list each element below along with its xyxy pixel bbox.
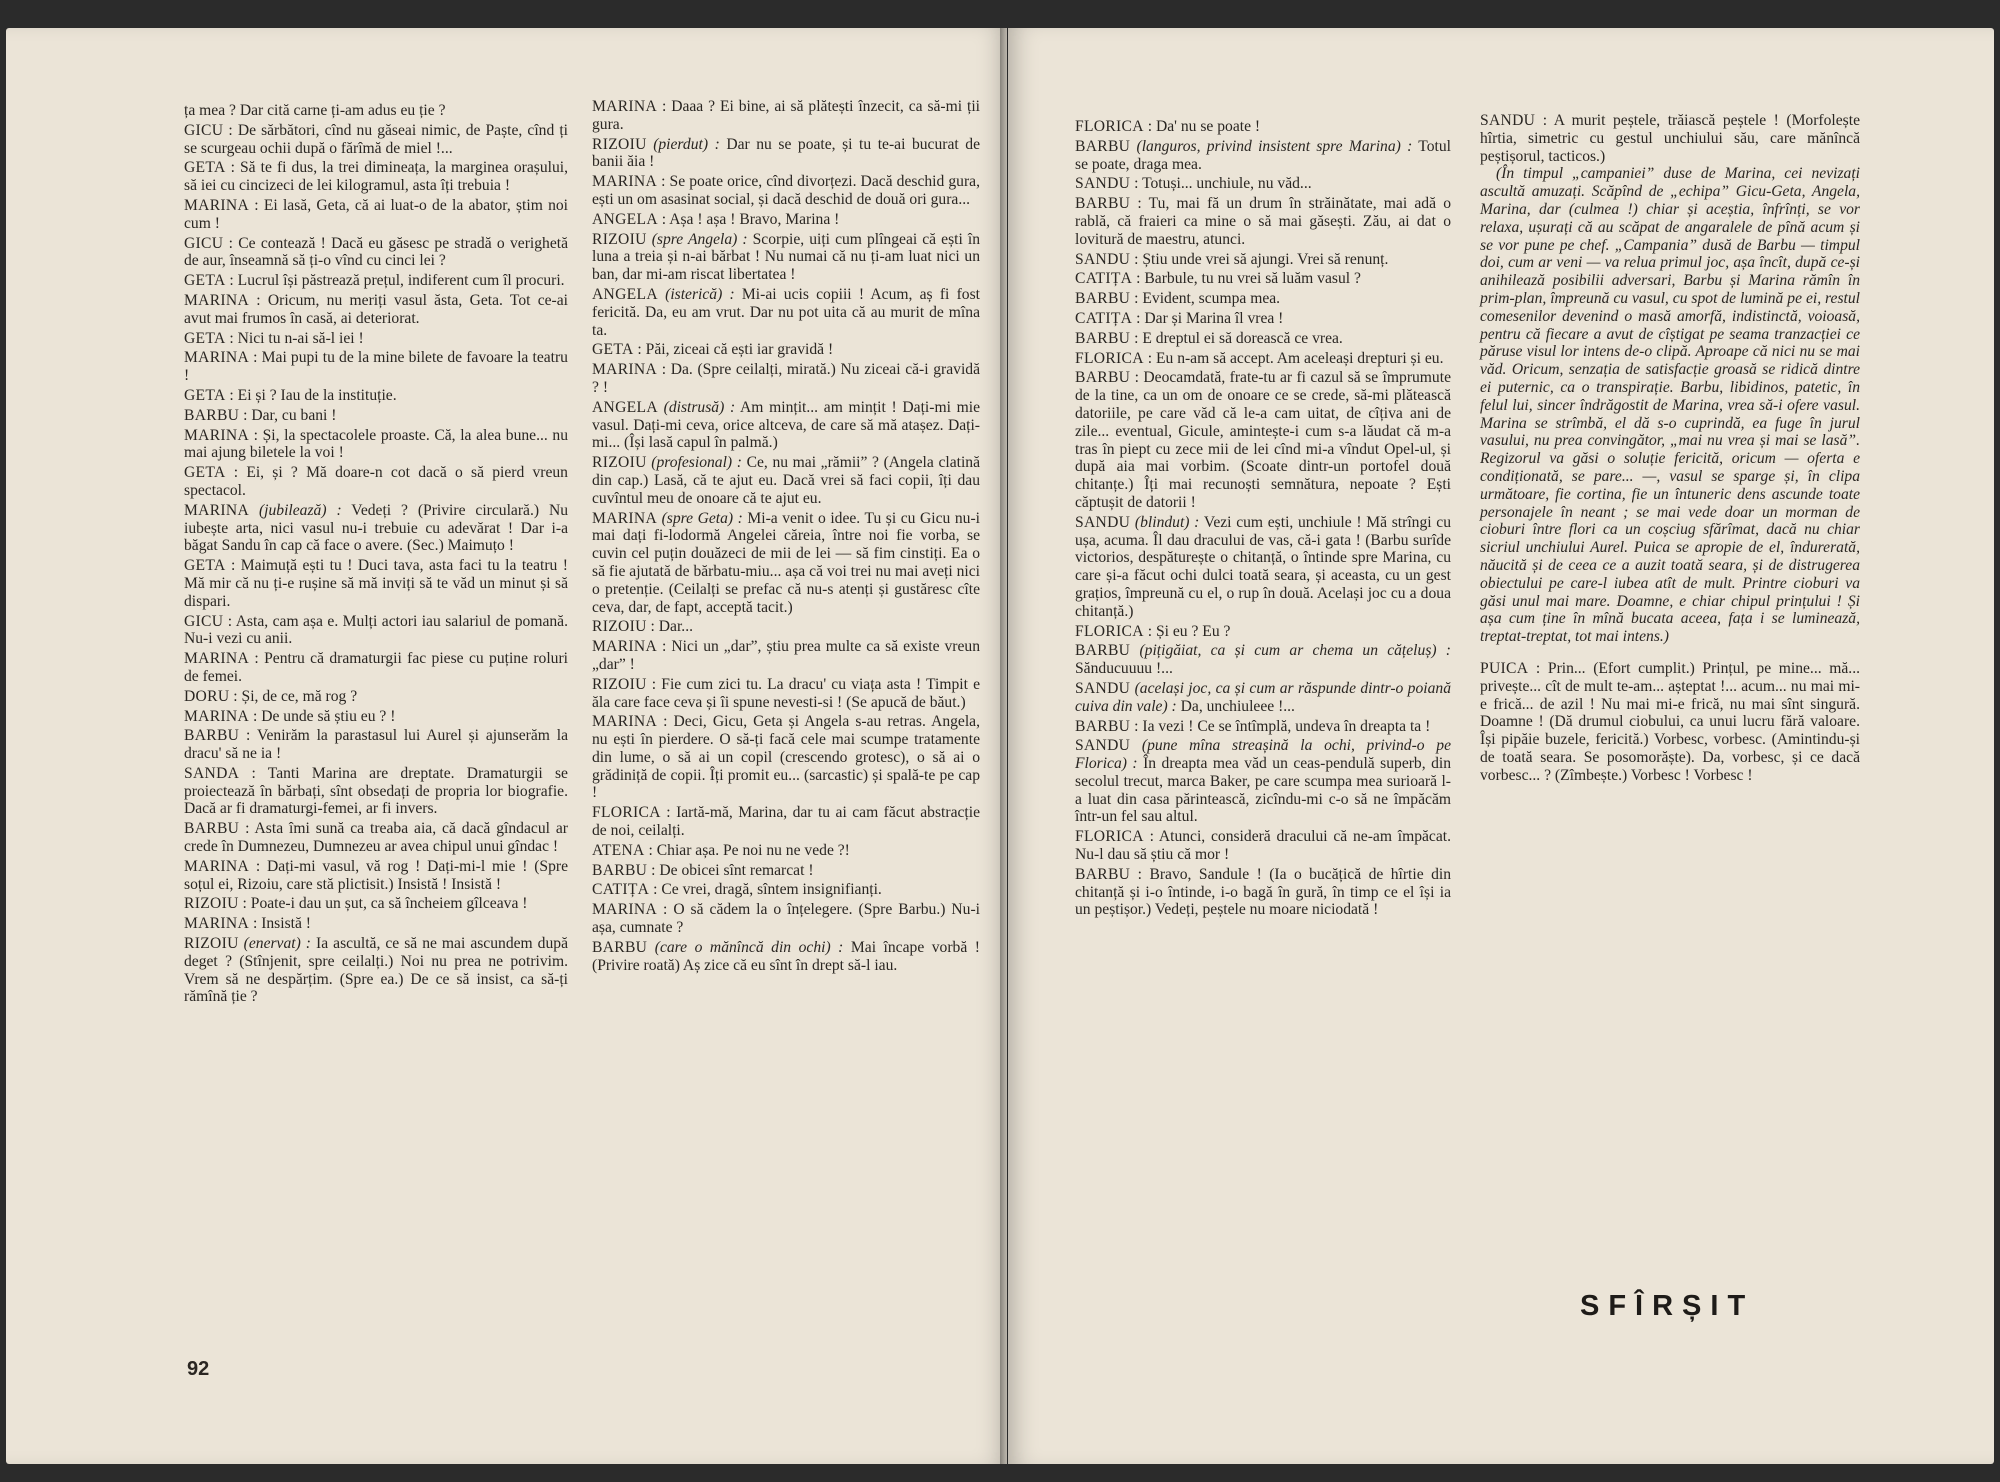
speech-line bbox=[592, 510, 980, 617]
speech-line bbox=[592, 136, 980, 172]
speaker-name: GICU bbox=[184, 612, 224, 630]
speaker-name: RIZOIU bbox=[592, 454, 647, 472]
speech-line: MARINA : O să cădem la o înțelegere. (Spre Barbu.) Nu-i așa, cumnate ? bbox=[592, 901, 980, 937]
speaker-direction: (spre Geta) : bbox=[661, 509, 743, 527]
speech-text: Iartă-mă, Marina, dar tu ai cam făcut abstracție de noi, ceilalți. bbox=[592, 804, 980, 840]
speech-line: BARBU : Tu, mai fă un drum în străinătate, mai adă o rablă, că fraieri ca mine o să mai găsești. Zău, ai dat o lovitură de maestru, atunci. bbox=[1075, 195, 1451, 248]
speech-line: MARINA : Daaa ? Ei bine, ai să plătești înzecit, ca să-mi ții gura. bbox=[592, 98, 980, 133]
speaker-direction: (spre Angela) : bbox=[651, 230, 748, 248]
speech-line: BARBU : E dreptul ei să dorească ce vrea. bbox=[1075, 329, 1343, 347]
speaker-name: MARINA bbox=[184, 915, 250, 933]
speech-text: Ei lasă, Geta, că ai luat-o de la abator, știm noi cum ! bbox=[184, 196, 568, 232]
speech-line: BARBU : Dar, cu bani ! bbox=[184, 406, 337, 424]
speech-text: Asta, cam așa e. Mulți actori iau salariul de pomană. Nu-i vezi cu anii. bbox=[184, 612, 568, 648]
speaker-name: MARINA bbox=[592, 98, 658, 115]
speaker-name: RIZOIU bbox=[592, 618, 647, 636]
speech-line: FLORICA : Eu n-am să accept. Am aceleași drepturi și eu. bbox=[1075, 349, 1444, 367]
speech-line: ANGELA : Așa ! așa ! Bravo, Marina ! bbox=[592, 210, 840, 228]
speaker-name: DORU bbox=[184, 687, 230, 705]
speech-line: CATIȚA : Ce vrei, dragă, sîntem insignifianți. bbox=[592, 881, 882, 899]
column-4 bbox=[1480, 112, 1860, 784]
speech-line: BARBU : Ia vezi ! Ce se întîmplă, undeva în dreapta ta ! bbox=[1075, 717, 1431, 735]
speech-text: O să cădem la o înțelegere. (Spre Barbu.) Nu-i așa, cumnate ? bbox=[592, 901, 980, 937]
speaker-name: FLORICA bbox=[1075, 828, 1144, 846]
speaker-name: CATIȚA bbox=[592, 881, 650, 899]
speaker-name: BARBU bbox=[1075, 290, 1131, 308]
right-page bbox=[1008, 28, 1994, 1464]
speech-text: Fie cum zici tu. La dracu' cu viața asta ! Timpit e ăla care face ceva și îi spune nevesti-si ! (Se apucă de băut.) bbox=[592, 675, 980, 711]
page-number: 92 bbox=[187, 1358, 210, 1380]
speech-text: De obicei sînt remarcat ! bbox=[659, 861, 814, 879]
speech-text: Și, de ce, mă rog ? bbox=[241, 687, 358, 705]
speech-line: MARINA : Se poate orice, cînd divorțezi. Dacă deschid gura, ești un om asasinat social, și dacă deschid de două ori gura... bbox=[592, 173, 980, 208]
speech-line bbox=[1075, 737, 1451, 826]
speech-text: Chiar așa. Pe noi nu ne vede ?! bbox=[656, 841, 850, 859]
speech-line bbox=[1075, 514, 1451, 621]
speaker-name: MARINA bbox=[592, 713, 658, 731]
speech-line: BARBU : Bravo, Sandule ! (Ia o bucățică de hîrtie din chitanță și i-o întinde, i-o bagă în gură, în timp ce el își ia un peștișor.) Vedeți, peștele nu moare niciodată ! bbox=[1075, 865, 1451, 919]
speaker-name: BARBU bbox=[1075, 137, 1131, 155]
speech-text: Daaa ? Ei bine, ai să plătești înzecit, ca să-mi ții gura. bbox=[592, 98, 980, 133]
speech-text: De sărbători, cînd nu găseai nimic, de Paște, cînd ți se scurgeau ochii după o fărîmă de miel !... bbox=[184, 121, 568, 157]
speaker-name: MARINA bbox=[184, 501, 250, 519]
speech-text: Maimuță ești tu ! Duci tava, asta faci tu la teatru ! Mă mir că nu ți-e rușine să mă inviți să te văd un minut și să dispari. bbox=[184, 557, 568, 610]
speech-line: GICU : Asta, cam așa e. Mulți actori iau salariul de pomană. Nu-i vezi cu anii. bbox=[184, 612, 568, 648]
speech-text: Vedeți ? (Privire circulară.) Nu iubește arta, nici vasul nu-i trebuie cu adevărat ! Dar i-a băgat Sandu în cap că face o avere. (Sec.) Maimuțo ! bbox=[184, 501, 569, 555]
speech-text: Ei, și ? Mă doare-n cot dacă o să pierd vreun spectacol. bbox=[184, 464, 568, 499]
speech-line: FLORICA : Atunci, consideră dracului că ne-am împăcat. Nu-l dau să știu că mor ! bbox=[1075, 828, 1451, 864]
speech-line: FLORICA : Și eu ? Eu ? bbox=[1075, 622, 1231, 640]
speech-line: BARBU : Deocamdată, frate-tu ar fi cazul să se împrumute de la tine, ca un om de onoare ce se crede, să-mi plătească datoriile, pe care văd că le-a cam uitat, de cîțiva ani de zile... eventual, Gicule, amintește-i cum s-a lăudat că m-a tras în piept cu zece mii de lei cînd mi-a vîndut Opel-ul, și după aia mai vorbim. (Scoate dintr-un portofel două chitanțe.) Îți mai recunoști semnătura, nepoate ? Ești căptușit de datorii ! bbox=[1075, 369, 1451, 511]
speech-text: Și eu ? Eu ? bbox=[1155, 622, 1231, 640]
speech-text: A murit peștele, trăiască peștele ! (Morfolește hîrtia, simetric cu gestul unchiului său, care mănîncă peștișorul, tacticos.) bbox=[1480, 112, 1860, 165]
speech-text: Ia ascultă, ce să ne mai ascundem după deget ? (Stînjenit, spre ceilalți.) Noi nu prea ne potrivim. Vrem să ne despărțim. (Spre ea.) De ce să insist, ca să-ți rămînă ție ? bbox=[184, 935, 568, 1006]
speech-line bbox=[592, 939, 980, 975]
speech-text: Ce contează ! Dacă eu găsesc pe stradă o verighetă de aur, înseamnă să ți-o vînd cu cinci lei ? bbox=[184, 234, 568, 270]
speaker-direction: (care o mănîncă din ochi) : bbox=[654, 938, 844, 956]
column-3 bbox=[1075, 118, 1451, 919]
speech-text: Știu unde vrei să ajungi. Vrei să renunț. bbox=[1142, 250, 1389, 268]
speech-line: MARINA : Nici un „dar”, știu prea multe ca să existe vreun „dar” ! bbox=[592, 638, 980, 673]
speech-text: Sănducuuuu !... bbox=[1075, 660, 1173, 678]
speech-line: RIZOIU : Fie cum zici tu. La dracu' cu viața asta ! Timpit e ăla care face ceva și îi spune nevesti-si ! (Se apucă de băut.) bbox=[592, 675, 980, 711]
speaker-name: BARBU bbox=[1075, 195, 1131, 213]
speech-text: Mai pupi tu de la mine bilete de favoare la teatru ! bbox=[184, 349, 568, 385]
speech-text: Deci, Gicu, Geta și Angela s-au retras. Angela, nu ești în pierdere. O să-ți facă cele mai scumpe tratamente din lume, o să ai un copil (crescendo grotesc), o să ai o grădiniță de copii. Îți promit eu... (sarcastic) și spală-te pe cap ! bbox=[592, 713, 980, 802]
speech-line bbox=[592, 454, 980, 507]
speaker-name: SANDU bbox=[1075, 513, 1131, 531]
speech-text: Să te fi dus, la trei dimineața, la marginea orașului, să iei cu cincizeci de lei kilogramul, asta îți trebuia ! bbox=[184, 159, 568, 195]
speaker-direction: (profesional) : bbox=[651, 454, 742, 472]
speaker-name: MARINA bbox=[592, 361, 658, 379]
speech-line bbox=[184, 502, 568, 555]
speech-line: FLORICA : Iartă-mă, Marina, dar tu ai cam făcut abstracție de noi, ceilalți. bbox=[592, 804, 980, 840]
speech-line bbox=[1075, 138, 1451, 174]
speaker-name: SANDU bbox=[1075, 737, 1131, 755]
speech-text: Mai încape vorbă ! (Privire roată) Aș zice că eu sînt în drept să-l iau. bbox=[592, 938, 980, 974]
speech-line: GETA : Lucrul își păstrează prețul, indiferent cum îl procuri. bbox=[184, 272, 565, 290]
speech-line: MARINA : Mai pupi tu de la mine bilete de favoare la teatru ! bbox=[184, 349, 568, 385]
speaker-name: MARINA bbox=[184, 650, 250, 668]
speech-text: Bravo, Sandule ! (Ia o bucățică de hîrtie din chitanță și i-o întinde, i-o bagă în gură, în timp ce el își ia un peștișor.) Vedeți, peștele nu moare niciodată ! bbox=[1075, 865, 1451, 919]
speech-line: BARBU : Evident, scumpa mea. bbox=[1075, 290, 1281, 308]
speaker-name: SANDU bbox=[1075, 175, 1131, 193]
speech-text: Da. (Spre ceilalți, mirată.) Nu ziceai că-i gravidă ? ! bbox=[592, 361, 980, 396]
speaker-name: ANGELA bbox=[592, 285, 658, 303]
speech-line: BARBU : Venirăm la parastasul lui Aurel și ajunserăm la dracu' să ne ia ! bbox=[184, 727, 568, 763]
speech-line: ATENA : Chiar așa. Pe noi nu ne vede ?! bbox=[592, 841, 850, 859]
speech-line: MARINA : Pentru că dramaturgii fac piese cu puține roluri de femei. bbox=[184, 650, 568, 685]
speech-line: CATIȚA : Dar și Marina îl vrea ! bbox=[1075, 309, 1284, 327]
speech-text: Tanti Marina are dreptate. Dramaturgii se proiectează în bărbați, sînt obsedați de propria lor biografie. Dacă ar fi dramaturgi-femei, ar fi invers. bbox=[184, 764, 568, 818]
speech-line: PUICA : Prin... (Efort cumplit.) Prințul, pe mine... mă... privește... cît de mult te-am... așteptat !... acum... nu mai mi-e frică... de azil ! Nu mai mi-e frică, nu mai sînt singură. Doamne ! (Dă drumul ciobului, ca unui lucru fără valoare. Își pipăie buzele, fericită.) Vorbesc, vorbesc. (Amintindu-și de toată seara. Se posomorăște). Da, vorbesc, și ce dacă vorbesc... ? (Zîmbește.) Vorbesc ! Vorbesc ! bbox=[1480, 659, 1860, 784]
speech-text: Nici tu n-ai să-l iei ! bbox=[237, 329, 364, 347]
speech-line bbox=[592, 231, 980, 284]
speech-line: GICU : Ce contează ! Dacă eu găsesc pe stradă o verighetă de aur, înseamnă să ți-o vînd cu cinci lei ? bbox=[184, 234, 568, 270]
speaker-direction: (pune mîna streașină la ochi, privind-o pe Florica) : bbox=[1075, 737, 1451, 773]
speech-text: Păi, ziceai că ești iar gravidă ! bbox=[645, 341, 834, 359]
speech-text: Ei și ? Iau de la instituție. bbox=[237, 386, 397, 404]
speech-text: Așa ! așa ! Bravo, Marina ! bbox=[669, 210, 840, 228]
speech-text: Ce, nu mai „rămii” ? (Angela clatină din cap.) Lasă, că te ajut eu. Dacă vrei să faci copii, îți dau cuvîntul meu de onoare că te ajut eu. bbox=[592, 454, 980, 507]
speech-line: MARINA : Insistă ! bbox=[184, 915, 311, 933]
speech-line bbox=[592, 286, 980, 339]
speaker-name: ANGELA bbox=[592, 398, 658, 416]
speech-text: Și, la spectacolele proaste. Că, la alea bune... nu mai ajung biletele la voi ! bbox=[184, 426, 568, 462]
speech-line: GICU : De sărbători, cînd nu găseai nimic, de Paște, cînd ți se scurgeau ochii după o fărîmă de miel !... bbox=[184, 121, 568, 157]
speech-line: SANDU : Totuși... unchiule, nu văd... bbox=[1075, 175, 1312, 193]
speaker-name: BARBU bbox=[184, 406, 240, 424]
speaker-name: SANDA bbox=[184, 764, 240, 782]
stage-direction: (În timpul „campaniei” duse de Marina, cei nevizați ascultă amuzați. Scăpînd de „echipa” Gicu-Geta, Angela, Marina, dar (culmea !) chiar și aceștia, înfrînți, se vor relaxa, ușurați că au scăpat de angaralele de pînă acum și se vor pune pe chef. „Campania” dusă de Barbu — timpul doi, cum ar veni — va relua primul joc, așa încît, după ce-și anihilează posibilii adversari, Barbu și Marina rămîn în prim-plan, împreună cu vasul, cu spot de lumină pe ei, restul comesenilor devenind o masă amorfă, indistinctă, voioasă, pentru că fiecare a avut de cîștigat pe seama tranzacției ce păruse visul lor intens de-o clipă. Aproape că nici nu se mai văd. Oricum, senzația de satisfacție groasă se ridică dintre ei puternic, ca o transpirație. Barbu, libidinos, patetic, în felul lui, sincer îndrăgostit de Marina, vrea să-i ofere vasul. Marina se strîmbă, el dă s-o cuprindă, ea fuge în jurul vasului, nu prea convingător, „mai nu vrea și mai se lasă”. Regizorul va găsi o soluție fericită, oricum — oferta e condiționată, se pare... —, vasul se sparge și, în clipa următoare, fie cortina, fie un întuneric dens ascunde toate personajele în neant ; se mai vede doar un morman de cioburi între flori ca un coșciug sfărîmat, dacă nu chiar sicriul unchiului Aurel. Puica se apropie de el, îndurerată, năucită și de ceea ce a auzit toată seara, și de distrugerea obiectului pe care-l iubea atît de mult. Printre cioburi va găsi unul mai mare. Doamne, e chiar chipul prințului ! Și așa cum ține în mînă bucata aceea, fața i se luminează, treptat-treptat, tot mai intens.) bbox=[1480, 165, 1860, 646]
speech-text: Dar și Marina îl vrea ! bbox=[1144, 309, 1284, 327]
speaker-direction: (enervat) : bbox=[243, 935, 312, 953]
speaker-name: MARINA bbox=[184, 857, 250, 875]
speech-text: Tu, mai fă un drum în străinătate, mai adă o rablă, că fraieri ca mine o să mai găsești. Zău, ai dat o lovitură de maestru, atunci. bbox=[1075, 195, 1451, 248]
speaker-name: BARBU bbox=[1075, 642, 1131, 660]
speaker-direction: (distrusă) : bbox=[663, 398, 736, 416]
speech-line: MARINA : Oricum, nu meriți vasul ăsta, Geta. Tot ce-ai avut mai frumos în casă, ai deteriorat. bbox=[184, 291, 568, 327]
speech-text: Lucrul își păstrează prețul, indiferent cum îl procuri. bbox=[237, 272, 565, 290]
speaker-name: GICU bbox=[184, 234, 224, 252]
speech-line: MARINA : Ei lasă, Geta, că ai luat-o de la abator, știm noi cum ! bbox=[184, 196, 568, 232]
speaker-name: RIZOIU bbox=[592, 135, 647, 153]
speech-line: CATIȚA : Barbule, tu nu vrei să luăm vasul ? bbox=[1075, 270, 1361, 288]
speaker-name: MARINA bbox=[184, 196, 250, 214]
speaker-name: GETA bbox=[184, 272, 226, 290]
speaker-name: GICU bbox=[184, 121, 224, 139]
speech-text: Pentru că dramaturgii fac piese cu puține roluri de femei. bbox=[184, 650, 568, 685]
speaker-name: GETA bbox=[184, 464, 226, 482]
speech-text: Ce vrei, dragă, sîntem insignifianți. bbox=[661, 881, 882, 899]
speaker-name: SANDU bbox=[1075, 679, 1131, 697]
speaker-name: GETA bbox=[184, 557, 226, 575]
speaker-name: MARINA bbox=[592, 509, 658, 527]
speaker-name: FLORICA bbox=[592, 804, 661, 822]
speaker-direction: (pițigăiat, ca și cum ar chema un cățeluș) : bbox=[1139, 642, 1451, 660]
speaker-direction: (jubilează) : bbox=[258, 501, 342, 519]
speech-line: BARBU : Asta îmi sună ca treaba aia, că dacă gîndacul ar crede în Dumnezeu, Dumnezeu ar avea chipul unui gîndac ! bbox=[184, 820, 568, 856]
speaker-name: ANGELA bbox=[592, 210, 658, 228]
speech-line: MARINA : De unde să știu eu ? ! bbox=[184, 707, 396, 725]
speaker-name: MARINA bbox=[184, 707, 250, 725]
speaker-name: RIZOIU bbox=[592, 230, 647, 248]
speaker-name: MARINA bbox=[184, 426, 250, 444]
speech-line bbox=[184, 935, 568, 1006]
speaker-direction: (același joc, ca și cum ar răspunde dintr-o poiană cuiva din vale) : bbox=[1075, 679, 1452, 715]
speaker-name: BARBU bbox=[592, 938, 648, 956]
speech-line: RIZOIU : Poate-i dau un șut, ca să încheiem gîlceava ! bbox=[184, 895, 528, 913]
speech-line: GETA : Păi, ziceai că ești iar gravidă ! bbox=[592, 341, 834, 359]
speech-text: Mi-a venit o idee. Tu și cu Gicu nu-i mai dați fi-lodormă Angelei căreia, între noi fie vorba, se cuvin cel puțin douăzeci de mii de lei — să fim cinstiți. Ea o să fie ajutată de bărbatu-miu... așa că voi trei nu mai aveți nici o pretenție. (Ceilalți se prefac că nu-s atenți și gustăresc cîte ceva, dar, de fapt, acceptă tacit.) bbox=[592, 509, 980, 616]
speaker-name: MARINA bbox=[592, 173, 658, 191]
speech-text: Se poate orice, cînd divorțezi. Dacă deschid gura, ești un om asasinat social, și dacă deschid de două ori gura... bbox=[592, 173, 980, 208]
speaker-name: CATIȚA bbox=[1075, 270, 1133, 288]
speech-line: SANDA : Tanti Marina are dreptate. Dramaturgii se proiectează în bărbați, sînt obsedați de propria lor biografie. Dacă ar fi dramaturgi-femei, ar fi invers. bbox=[184, 764, 568, 818]
speaker-name: BARBU bbox=[1075, 369, 1131, 387]
speech-line bbox=[592, 399, 980, 452]
speaker-name: MARINA bbox=[184, 291, 250, 309]
speech-text: Totul se poate, draga mea. bbox=[1075, 137, 1451, 173]
speech-line: RIZOIU : Dar... bbox=[592, 618, 693, 636]
speaker-name: MARINA bbox=[592, 638, 658, 656]
speech-line: GETA : Nici tu n-ai să-l iei ! bbox=[184, 329, 364, 347]
speaker-name: SANDU bbox=[1480, 112, 1536, 129]
speech-text: E dreptul ei să dorească ce vrea. bbox=[1142, 329, 1343, 347]
speech-line: BARBU : De obicei sînt remarcat ! bbox=[592, 861, 814, 879]
speech-line: GETA : Ei, și ? Mă doare-n cot dacă o să pierd vreun spectacol. bbox=[184, 464, 568, 499]
speaker-name: GETA bbox=[184, 329, 226, 347]
speaker-direction: (isterică) : bbox=[665, 285, 735, 303]
speaker-name: FLORICA bbox=[1075, 118, 1144, 135]
speaker-name: ATENA bbox=[592, 841, 645, 859]
speaker-name: FLORICA bbox=[1075, 622, 1144, 640]
speaker-name: GETA bbox=[184, 386, 226, 404]
speech-text: Prin... (Efort cumplit.) Prințul, pe mine... mă... privește... cît de mult te-am... așteptat !... acum... nu mai mi-e frică... de azil ! Nu mai mi-e frică, nu mai sînt singură. Doamne ! (Dă drumul ciobului, ca unui lucru fără valoare. Își pipăie buzele, fericită.) Vorbesc, vorbesc. (Amintindu-și de toată seara. Se posomorăște). Da, vorbesc, și ce dacă vorbesc... ? (Zîmbește.) Vorbesc ! Vorbesc ! bbox=[1480, 659, 1860, 784]
speech-text: Am mințit... am mințit ! Dați-mi mie vasul. Dați-mi ceva, orice altceva, de care să mă atașez. Dați-mi... (Își lasă capul în palmă.) bbox=[592, 398, 980, 452]
speech-text: ța mea ? Dar cită carne ți-am adus eu ție ? bbox=[184, 102, 446, 119]
speech-text: Scorpie, uiți cum plîngeai că ești în luna a treia și n-ai bărbat ! Nu numai că nu ți-am luat nici un ban, dar mi-am riscat libertatea ! bbox=[592, 230, 980, 284]
speaker-name: MARINA bbox=[184, 349, 250, 367]
speaker-direction: (blindut) : bbox=[1134, 513, 1200, 531]
speech-line bbox=[1075, 680, 1451, 716]
speaker-name: BARBU bbox=[1075, 717, 1131, 735]
speaker-name: GETA bbox=[592, 341, 634, 359]
speech-line: SANDU : A murit peștele, trăiască peștele ! (Morfolește hîrtia, simetric cu gestul unchiului său, care mănîncă peștișorul, tacticos.) bbox=[1480, 112, 1860, 165]
speech-text: Eu n-am să accept. Am aceleași drepturi și eu. bbox=[1155, 349, 1444, 367]
speaker-name: CATIȚA bbox=[1075, 309, 1133, 327]
speech-text: Dar... bbox=[658, 618, 693, 636]
speaker-name: BARBU bbox=[1075, 865, 1131, 883]
speech-line: MARINA : Dați-mi vasul, vă rog ! Dați-mi-l mie ! (Spre soțul ei, Rizoiu, care stă plictisit.) Insistă ! Insistă ! bbox=[184, 857, 568, 893]
speech-text: Atunci, consideră dracului că ne-am împăcat. Nu-l dau să știu că mor ! bbox=[1075, 828, 1451, 864]
speech-text: În dreapta mea văd un ceas-pendulă superb, din secolul trecut, marca Baker, pe care scumpa mea surioară l-a luat din casa părintească, zicîndu-mi c-o să ne împăcăm într-un fel sau altul. bbox=[1075, 755, 1452, 826]
speech-line: GETA : Să te fi dus, la trei dimineața, la marginea orașului, să iei cu cincizeci de lei kilogramul, asta îți trebuia ! bbox=[184, 159, 568, 195]
speech-text: Totuși... unchiule, nu văd... bbox=[1142, 175, 1312, 193]
speech-line: MARINA : Și, la spectacolele proaste. Că, la alea bune... nu mai ajung biletele la voi ! bbox=[184, 426, 568, 462]
speech-text: Deocamdată, frate-tu ar fi cazul să se împrumute de la tine, ca un om de onoare ce se crede, să-mi plătească datoriile, pe care văd că le-a cam uitat, de cîțiva ani de zile... eventual, Gicule, amintește-i cum s-a lăudat că m-a tras în piept cu zece mii de lei cînd mi-a vîndut Opel-ul, și după aia mai vorbim. (Scoate dintr-un portofel două chitanțe.) Îți mai recunoști semnătura, nepoate ? Ești căptușit de datorii ! bbox=[1075, 369, 1451, 511]
speech-text: Poate-i dau un șut, ca să încheiem gîlceava ! bbox=[250, 895, 528, 913]
speaker-direction: (languros, privind insistent spre Marina) : bbox=[1136, 137, 1413, 155]
speaker-name: BARBU bbox=[184, 727, 240, 745]
speech-line: GETA : Ei și ? Iau de la instituție. bbox=[184, 386, 397, 404]
speech-line: DORU : Și, de ce, mă rog ? bbox=[184, 687, 358, 705]
speech-text: Ia vezi ! Ce se întîmplă, undeva în dreapta ta ! bbox=[1142, 717, 1431, 735]
speech-text: Dați-mi vasul, vă rog ! Dați-mi-l mie ! (Spre soțul ei, Rizoiu, care stă plictisit.) Insistă ! Insistă ! bbox=[184, 857, 568, 893]
speech-text: Venirăm la parastasul lui Aurel și ajunserăm la dracu' să ne ia ! bbox=[184, 727, 568, 763]
speaker-name: PUICA bbox=[1480, 659, 1529, 677]
speech-text: Nici un „dar”, știu prea multe ca să existe vreun „dar” ! bbox=[592, 638, 980, 673]
speech-text: Evident, scumpa mea. bbox=[1142, 290, 1281, 308]
speaker-name: BARBU bbox=[184, 820, 240, 838]
speech-text: Oricum, nu meriți vasul ăsta, Geta. Tot ce-ai avut mai frumos în casă, ai deteriorat. bbox=[184, 291, 568, 327]
end-mark: SFÎRȘIT bbox=[1580, 1290, 1755, 1322]
speech-text: Da, unchiuleee !... bbox=[1180, 697, 1295, 715]
speech-line: SANDU : Știu unde vrei să ajungi. Vrei să renunț. bbox=[1075, 250, 1389, 268]
speech-line: MARINA : Deci, Gicu, Geta și Angela s-au retras. Angela, nu ești în pierdere. O să-ți facă cele mai scumpe tratamente din lume, o să ai un copil (crescendo grotesc), o să ai o grădiniță de copii. Îți promit eu... (sarcastic) și spală-te pe cap ! bbox=[592, 713, 980, 802]
speaker-name: BARBU bbox=[1075, 329, 1131, 347]
speech-line: FLORICA : Da' nu se poate ! bbox=[1075, 118, 1261, 135]
speaker-name: SANDU bbox=[1075, 250, 1131, 268]
speech-line bbox=[184, 102, 568, 120]
speaker-name: BARBU bbox=[592, 861, 648, 879]
speech-text: De unde să știu eu ? ! bbox=[261, 707, 396, 725]
speech-line: GETA : Maimuță ești tu ! Duci tava, asta faci tu la teatru ! Mă mir că nu ți-e rușine să mă inviți să te văd un minut și să dispari. bbox=[184, 557, 568, 610]
speaker-name: FLORICA bbox=[1075, 349, 1144, 367]
speaker-direction: (pierdut) : bbox=[653, 135, 720, 153]
speech-text: Asta îmi sună ca treaba aia, că dacă gîndacul ar crede în Dumnezeu, Dumnezeu ar avea chipul unui gîndac ! bbox=[184, 820, 568, 856]
speech-line bbox=[1075, 642, 1451, 678]
speech-text: Insistă ! bbox=[261, 915, 311, 933]
column-1 bbox=[184, 102, 568, 1006]
speaker-name: RIZOIU bbox=[184, 895, 239, 913]
speaker-name: MARINA bbox=[592, 901, 658, 919]
speech-text: Da' nu se poate ! bbox=[1155, 118, 1261, 135]
speech-text: Mi-ai ucis copiii ! Acum, aș fi fost fericită. Da, eu am vrut. Dar nu pot uita că au murit de mîna ta. bbox=[592, 285, 980, 339]
speech-text: Vezi cum ești, unchiule ! Mă strîngi cu ușa, acuma. Îl dau dracului de vas, că-i gata ! (Barbu surîde victorios, despăturește o chitanță, o întinde spre Marina, cu care și-a făcut ochi dulci toată seara, și aceasta, cu un gest grațios, împreună cu el, o rup în două. Același joc cu a doua chitanță.) bbox=[1075, 513, 1451, 620]
speaker-name: RIZOIU bbox=[592, 675, 647, 693]
speech-text: Barbule, tu nu vrei să luăm vasul ? bbox=[1144, 270, 1361, 288]
speech-text: Dar, cu bani ! bbox=[251, 406, 337, 424]
speech-line: MARINA : Da. (Spre ceilalți, mirată.) Nu ziceai că-i gravidă ? ! bbox=[592, 361, 980, 396]
speech-text: Dar nu se poate, și tu te-ai bucurat de banii ăia ! bbox=[592, 135, 980, 171]
speaker-name: GETA bbox=[184, 159, 226, 177]
speaker-name: RIZOIU bbox=[184, 935, 239, 953]
left-page bbox=[6, 28, 1007, 1464]
column-2 bbox=[592, 98, 980, 974]
